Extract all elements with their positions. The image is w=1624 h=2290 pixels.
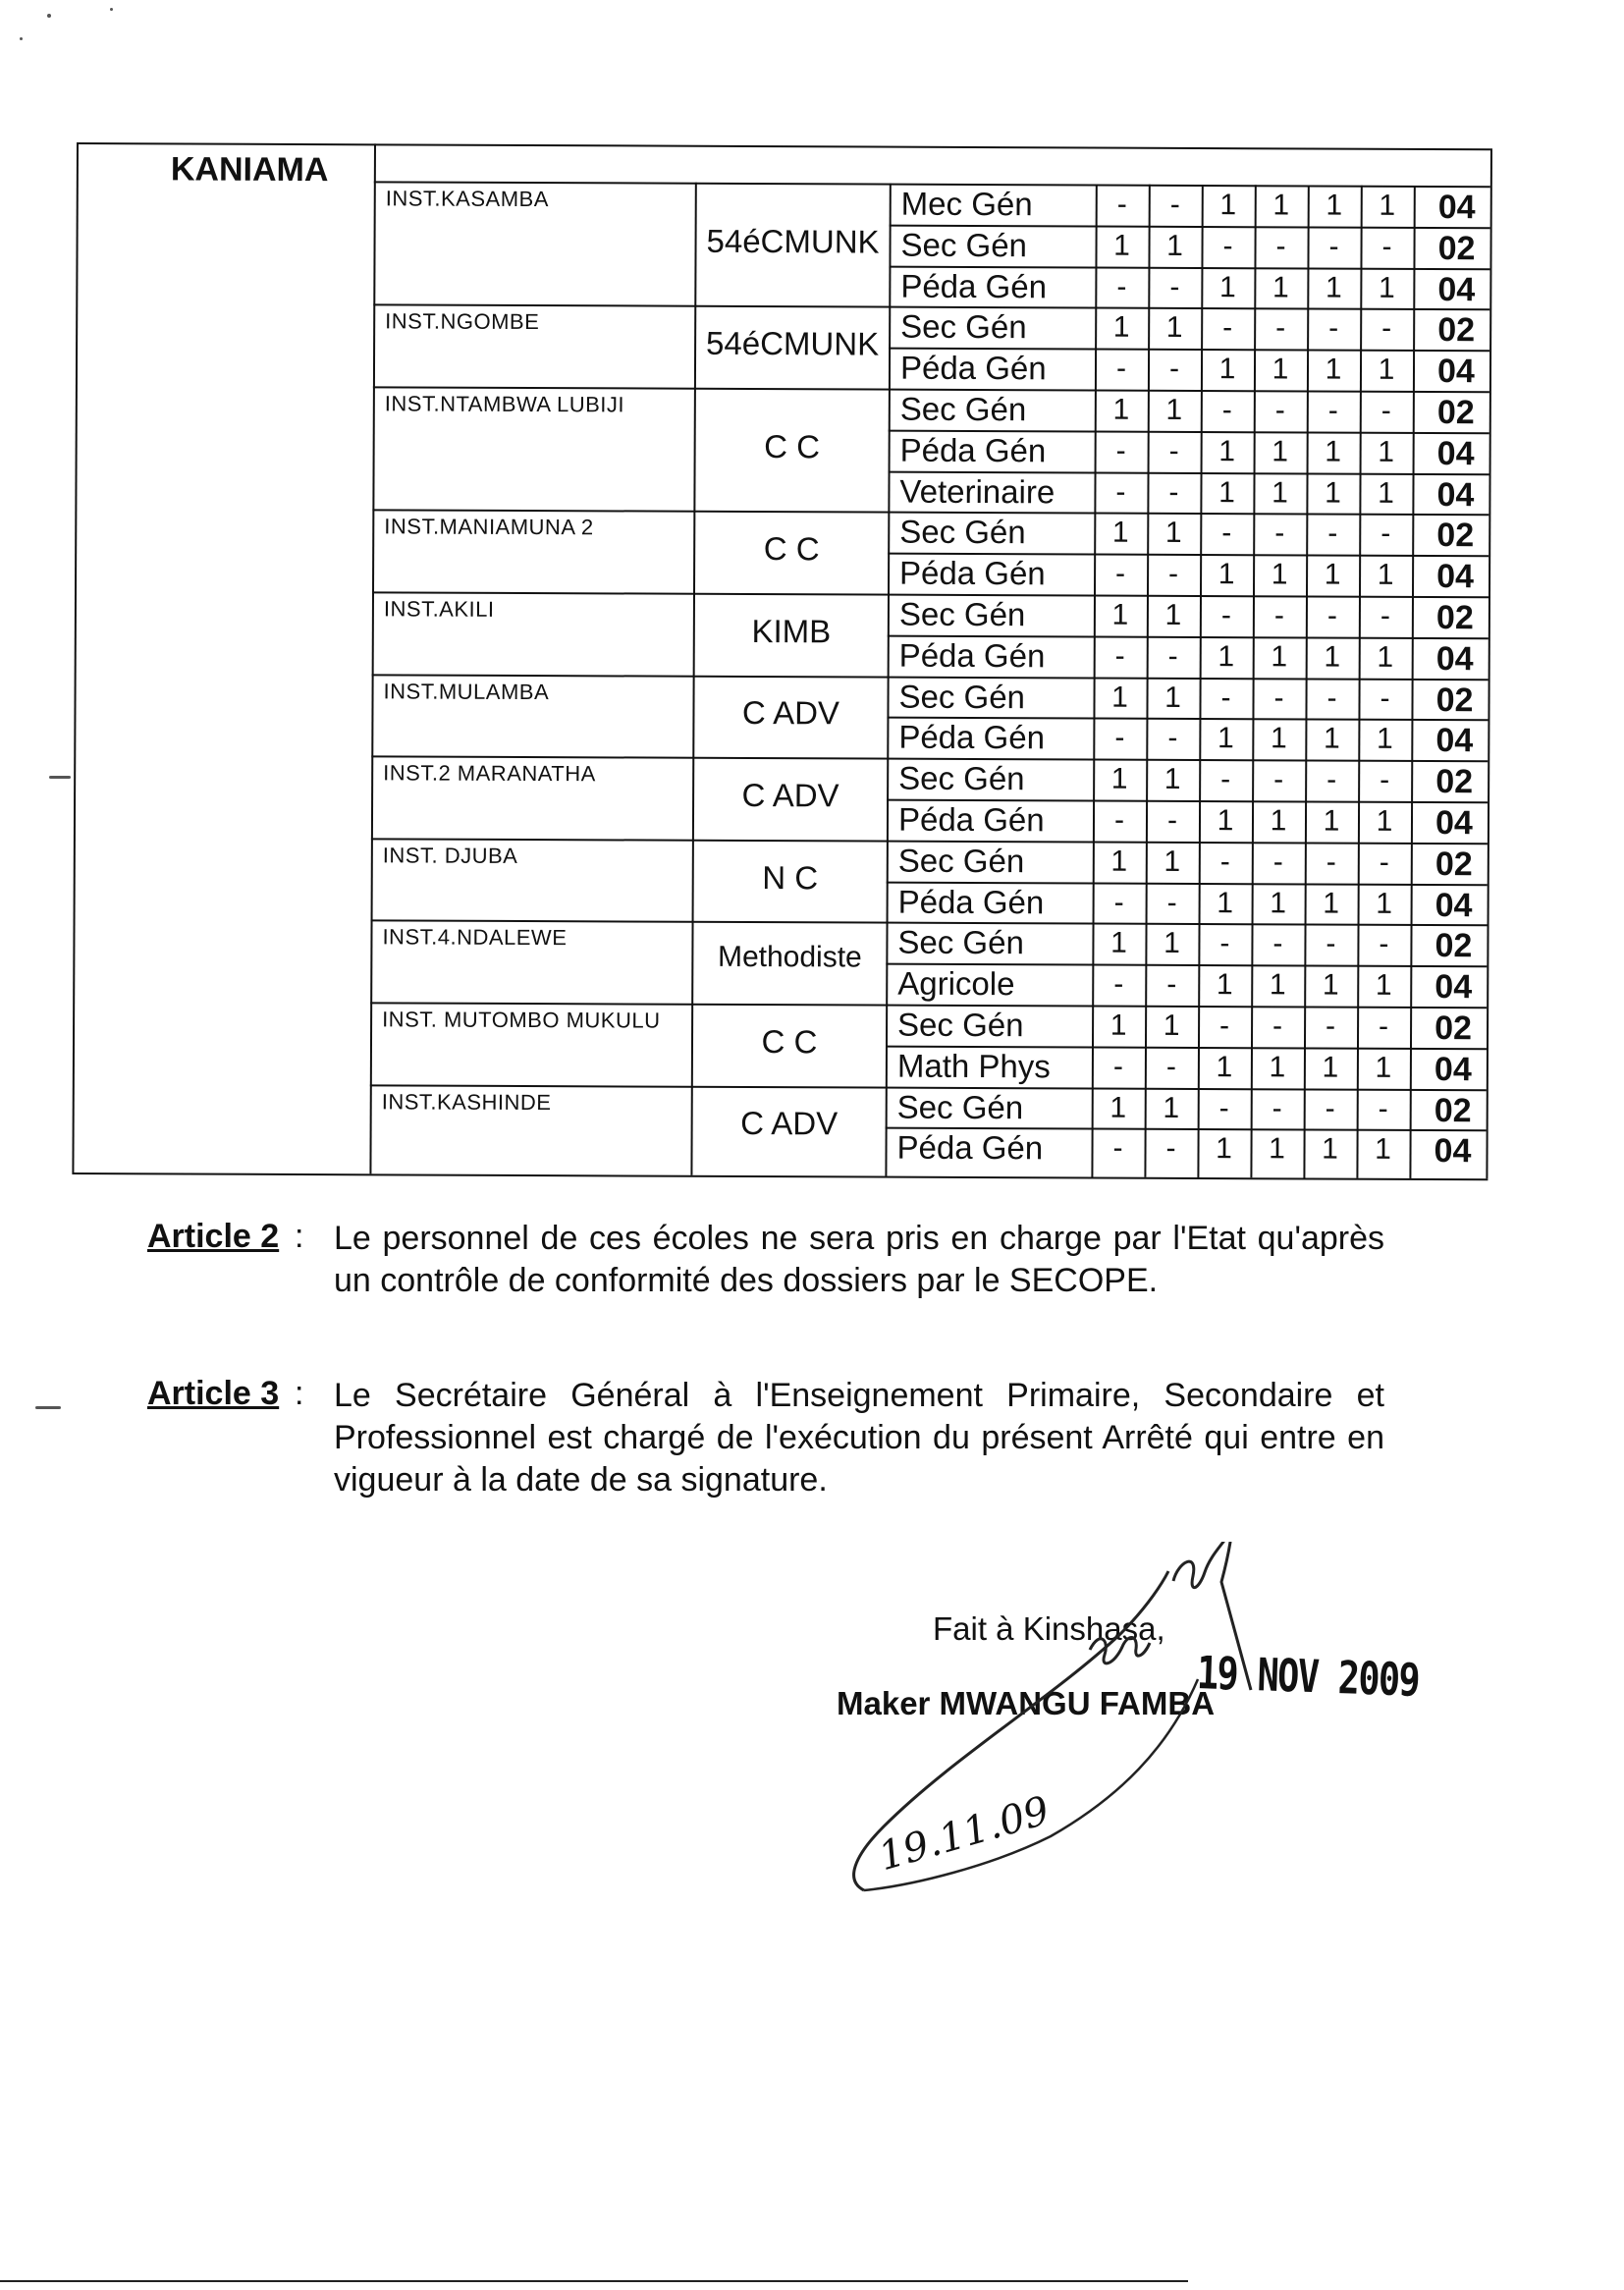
article-2-text: Le personnel de ces écoles ne sera pris en charge par l'Etat qu'après un contrôle de conformité des dossiers par le SECOPE. — [334, 1220, 1384, 1299]
level-mark: 1 — [1110, 1091, 1127, 1124]
table-border-top — [77, 142, 1490, 150]
level-mark: 1 — [1164, 598, 1182, 631]
option-label: Sec Gén — [897, 842, 1025, 880]
school-name: INST.AKILI — [383, 596, 495, 622]
level-mark: - — [1115, 434, 1126, 467]
level-mark: 1 — [1218, 353, 1236, 386]
option-total: 04 — [1434, 1050, 1472, 1089]
level-mark: - — [1379, 928, 1389, 961]
level-mark: 1 — [1217, 722, 1234, 755]
level-mark: 1 — [1270, 722, 1287, 755]
level-mark: 1 — [1272, 353, 1289, 386]
footer-rule — [0, 2280, 1188, 2282]
level-mark: - — [1114, 639, 1125, 673]
level-mark: 1 — [1378, 353, 1395, 387]
level-mark: 1 — [1216, 968, 1233, 1002]
level-mark: 1 — [1376, 804, 1393, 838]
school-network: C C — [764, 427, 821, 464]
level-mark: 1 — [1219, 189, 1237, 222]
level-mark: - — [1326, 682, 1337, 715]
option-label: Péda Gén — [899, 554, 1046, 592]
level-mark: - — [1168, 558, 1179, 591]
level-mark: 1 — [1325, 476, 1341, 510]
level-mark: 1 — [1111, 516, 1129, 550]
level-mark: - — [1327, 394, 1338, 427]
level-mark: - — [1219, 927, 1230, 960]
level-mark: 1 — [1216, 1050, 1233, 1083]
level-mark: 1 — [1164, 681, 1181, 714]
level-mark: - — [1165, 1050, 1176, 1083]
option-total: 04 — [1436, 353, 1475, 391]
level-mark: 1 — [1324, 640, 1341, 674]
level-mark: 1 — [1270, 886, 1287, 919]
schools-table — [72, 142, 1490, 1178]
article-2-colon: : — [295, 1218, 304, 1255]
option-total: 04 — [1434, 1132, 1472, 1171]
level-mark: - — [1327, 517, 1338, 550]
level-mark: - — [1328, 311, 1339, 345]
option-label: Sec Gén — [900, 226, 1028, 264]
level-mark: - — [1222, 229, 1233, 262]
level-mark: - — [1380, 599, 1390, 632]
column-divider — [369, 143, 376, 1173]
level-mark: - — [1112, 1050, 1123, 1083]
table-border-bottom — [72, 1172, 1488, 1180]
level-mark: 1 — [1165, 311, 1183, 345]
level-mark: 1 — [1112, 393, 1130, 426]
option-total: 02 — [1437, 229, 1476, 268]
option-label: Péda Gén — [896, 1129, 1044, 1167]
level-mark: 1 — [1379, 189, 1396, 222]
level-mark: - — [1166, 968, 1177, 1002]
level-mark: - — [1219, 1009, 1230, 1043]
level-mark: 1 — [1375, 968, 1392, 1003]
option-label: Péda Gén — [900, 267, 1048, 304]
option-total: 04 — [1437, 270, 1476, 308]
school-name: INST.KASAMBA — [385, 186, 549, 212]
school-network: C C — [763, 530, 820, 568]
level-mark: 1 — [1218, 270, 1236, 303]
level-mark: - — [1115, 352, 1127, 385]
level-mark: 1 — [1110, 926, 1127, 960]
level-mark: - — [1275, 230, 1286, 263]
table-border-left — [72, 142, 79, 1172]
option-label: Agricole — [897, 964, 1015, 1003]
option-total: 02 — [1436, 394, 1475, 432]
level-mark: 1 — [1376, 723, 1393, 756]
level-mark: 1 — [1322, 1132, 1338, 1167]
option-total: 04 — [1435, 886, 1473, 924]
level-mark: 1 — [1216, 1132, 1232, 1166]
level-mark: - — [1114, 722, 1125, 755]
option-total: 02 — [1435, 763, 1474, 801]
level-mark: - — [1272, 927, 1283, 960]
level-mark: - — [1275, 311, 1286, 345]
option-label: Sec Gén — [898, 759, 1025, 797]
level-mark: 1 — [1218, 434, 1236, 467]
level-mark: 1 — [1323, 887, 1340, 920]
level-mark: 1 — [1164, 927, 1180, 960]
level-mark: 1 — [1110, 1009, 1127, 1042]
level-mark: 1 — [1272, 475, 1288, 509]
school-name: INST.MANIAMUNA 2 — [384, 514, 594, 540]
handwritten-date: 19.11.09 — [874, 1787, 1055, 1881]
level-mark: 1 — [1111, 681, 1128, 714]
level-mark: - — [1167, 722, 1178, 755]
option-label: Mec Gén — [900, 185, 1033, 223]
level-mark: 1 — [1110, 762, 1128, 795]
option-label: Sec Gén — [897, 1006, 1024, 1044]
level-mark: - — [1115, 475, 1126, 509]
level-mark: - — [1221, 517, 1232, 550]
scan-speck — [110, 8, 113, 11]
option-total: 02 — [1435, 1009, 1473, 1048]
option-total: 04 — [1437, 189, 1476, 227]
level-mark: 1 — [1377, 558, 1394, 592]
option-label: Sec Gén — [899, 390, 1027, 428]
level-mark: - — [1272, 1091, 1282, 1124]
level-mark: 1 — [1322, 1051, 1339, 1084]
level-mark: - — [1168, 353, 1180, 386]
option-label: Péda Gén — [899, 431, 1047, 469]
option-label: Sec Gén — [899, 514, 1026, 551]
level-mark: 1 — [1377, 640, 1394, 674]
article-3-text: Le Secrétaire Général à l'Enseignement Primaire, Secondaire et Professionnel est chargé de l'exécution du présent Arrêté qui entre en vigueur à la date de sa signature. — [334, 1377, 1384, 1499]
level-mark: - — [1116, 188, 1127, 221]
level-mark: 1 — [1112, 310, 1130, 345]
level-mark: 1 — [1378, 435, 1395, 468]
level-mark: 1 — [1375, 1133, 1391, 1167]
scan-speck — [35, 1406, 61, 1409]
level-mark: 1 — [1272, 270, 1289, 303]
option-total: 04 — [1435, 722, 1474, 760]
level-mark: - — [1326, 763, 1337, 796]
level-mark: - — [1218, 1091, 1229, 1124]
level-mark: - — [1380, 682, 1390, 715]
level-mark: - — [1328, 230, 1339, 263]
level-mark: - — [1168, 475, 1179, 509]
school-network: C ADV — [741, 776, 839, 814]
option-label: Sec Gén — [898, 678, 1026, 715]
level-mark: 1 — [1110, 845, 1128, 878]
option-label: Sec Gén — [896, 1088, 1024, 1125]
level-mark: - — [1113, 803, 1125, 837]
school-name: INST.4.NDALEWE — [382, 924, 568, 951]
level-mark: 1 — [1163, 1091, 1180, 1124]
level-mark: - — [1272, 845, 1283, 879]
level-mark: - — [1325, 1092, 1335, 1125]
level-mark: 1 — [1218, 639, 1235, 673]
level-mark: - — [1274, 394, 1285, 427]
level-mark: - — [1169, 188, 1180, 221]
level-mark: 1 — [1218, 475, 1235, 509]
level-mark: - — [1168, 434, 1179, 467]
school-network: C ADV — [740, 1105, 839, 1142]
level-mark: 1 — [1325, 353, 1342, 386]
level-mark: - — [1380, 394, 1391, 427]
article-2-label: Article 2 — [147, 1218, 280, 1255]
level-mark: 1 — [1326, 189, 1343, 222]
school-name: INST. MUTOMBO MUKULU — [382, 1007, 661, 1033]
level-mark: 1 — [1376, 887, 1393, 920]
level-mark: 1 — [1164, 517, 1182, 550]
school-network: C ADV — [741, 694, 840, 732]
article-3-colon: : — [295, 1375, 304, 1412]
option-total: 02 — [1436, 517, 1475, 555]
level-mark: 1 — [1269, 968, 1286, 1002]
level-mark: 1 — [1271, 558, 1288, 591]
level-mark: - — [1379, 845, 1389, 879]
level-mark: - — [1221, 394, 1232, 427]
option-label: Sec Gén — [898, 595, 1026, 633]
level-mark: 1 — [1270, 804, 1287, 838]
level-mark: - — [1326, 1009, 1336, 1043]
school-name: INST.MULAMBA — [383, 678, 550, 704]
option-total: 04 — [1435, 968, 1473, 1007]
level-mark: 1 — [1271, 640, 1288, 674]
school-name: INST.NTAMBWA LUBIJI — [384, 391, 625, 417]
level-mark: - — [1165, 1132, 1176, 1166]
level-mark: 1 — [1218, 558, 1235, 591]
level-mark: 1 — [1375, 1051, 1392, 1084]
level-mark: 1 — [1217, 804, 1234, 838]
level-mark: - — [1222, 311, 1233, 345]
level-mark: 1 — [1163, 1009, 1180, 1042]
level-mark: - — [1273, 763, 1284, 796]
level-mark: 1 — [1324, 558, 1341, 591]
level-mark: 1 — [1269, 1051, 1286, 1084]
option-total: 02 — [1435, 681, 1474, 719]
school-name: INST.NGOMBE — [385, 308, 540, 335]
level-mark: 1 — [1323, 804, 1340, 838]
level-mark: 1 — [1325, 435, 1342, 468]
option-total: 04 — [1435, 639, 1474, 679]
scan-speck — [47, 14, 51, 18]
level-mark: - — [1166, 886, 1177, 919]
level-mark: - — [1167, 639, 1178, 673]
option-total: 04 — [1435, 804, 1473, 843]
option-label: Péda Gén — [898, 636, 1046, 675]
level-mark: - — [1326, 599, 1337, 632]
level-mark: - — [1380, 518, 1391, 551]
level-mark: - — [1115, 557, 1126, 590]
level-mark: - — [1272, 1009, 1283, 1043]
level-mark: - — [1274, 517, 1285, 550]
level-mark: - — [1378, 1092, 1388, 1125]
level-mark: - — [1381, 312, 1392, 346]
level-mark: - — [1166, 803, 1178, 837]
option-total: 02 — [1434, 1091, 1472, 1129]
level-mark: - — [1169, 270, 1180, 303]
school-network: Methodiste — [717, 941, 862, 974]
option-label: Péda Gén — [897, 800, 1045, 839]
option-total: 04 — [1436, 434, 1475, 473]
level-mark: 1 — [1323, 722, 1340, 756]
level-mark: 1 — [1378, 271, 1395, 304]
option-label: Péda Gén — [897, 883, 1045, 920]
school-name: INST.KASHINDE — [381, 1088, 552, 1115]
signature-place: Fait à Kinshasa, — [933, 1610, 1165, 1647]
level-mark: - — [1326, 845, 1336, 879]
signature-date-stamp: 19 NOV 2009 — [1196, 1646, 1420, 1707]
level-mark: - — [1381, 230, 1392, 263]
level-mark: - — [1113, 967, 1124, 1001]
level-mark: 1 — [1322, 968, 1339, 1002]
school-network: 54éCMUNK — [706, 324, 880, 362]
level-mark: 1 — [1166, 229, 1183, 262]
level-mark: 1 — [1378, 476, 1394, 510]
school-network: N C — [762, 858, 819, 896]
level-mark: 1 — [1325, 271, 1342, 304]
scan-speck — [20, 37, 23, 40]
option-label: Péda Gén — [899, 349, 1047, 387]
level-mark: 1 — [1272, 189, 1290, 222]
option-label: Veterinaire — [899, 472, 1056, 510]
option-label: Sec Gén — [897, 924, 1024, 961]
signatory-name: Maker MWANGU FAMBA — [837, 1685, 1216, 1721]
level-mark: - — [1116, 270, 1127, 303]
option-total: 02 — [1435, 927, 1473, 965]
option-total: 02 — [1437, 311, 1476, 350]
level-mark: 1 — [1164, 845, 1181, 878]
school-name: INST.2 MARANATHA — [383, 760, 596, 787]
option-total: 04 — [1436, 475, 1475, 514]
level-mark: 1 — [1113, 229, 1130, 262]
level-mark: 1 — [1269, 1132, 1285, 1166]
level-mark: - — [1220, 763, 1231, 796]
level-mark: - — [1219, 845, 1230, 878]
level-mark: - — [1220, 599, 1231, 632]
school-network: 54éCMUNK — [706, 222, 880, 260]
school-network: C C — [761, 1022, 818, 1061]
option-total: 04 — [1436, 558, 1475, 596]
level-mark: - — [1326, 927, 1336, 960]
school-name: INST. DJUBA — [382, 843, 518, 868]
level-mark: - — [1273, 599, 1284, 632]
level-mark: 1 — [1165, 393, 1183, 426]
level-mark: - — [1379, 1009, 1389, 1043]
option-total: 02 — [1435, 599, 1474, 637]
option-label: Péda Gén — [898, 719, 1046, 756]
scan-speck — [49, 776, 71, 779]
article-3-label: Article 3 — [147, 1375, 280, 1412]
school-network: KIMB — [751, 612, 832, 650]
option-label: Math Phys — [896, 1047, 1051, 1085]
region-label: KANIAMA — [170, 150, 329, 190]
level-mark: - — [1112, 1132, 1123, 1166]
level-mark: 1 — [1217, 886, 1234, 919]
option-total: 02 — [1435, 845, 1473, 884]
level-mark: - — [1220, 681, 1231, 714]
option-label: Sec Gén — [900, 308, 1027, 346]
level-mark: 1 — [1272, 435, 1289, 468]
level-mark: 1 — [1111, 598, 1129, 631]
level-mark: - — [1380, 763, 1390, 797]
level-mark: - — [1273, 681, 1284, 714]
level-mark: - — [1113, 886, 1124, 919]
level-mark: 1 — [1164, 763, 1181, 796]
